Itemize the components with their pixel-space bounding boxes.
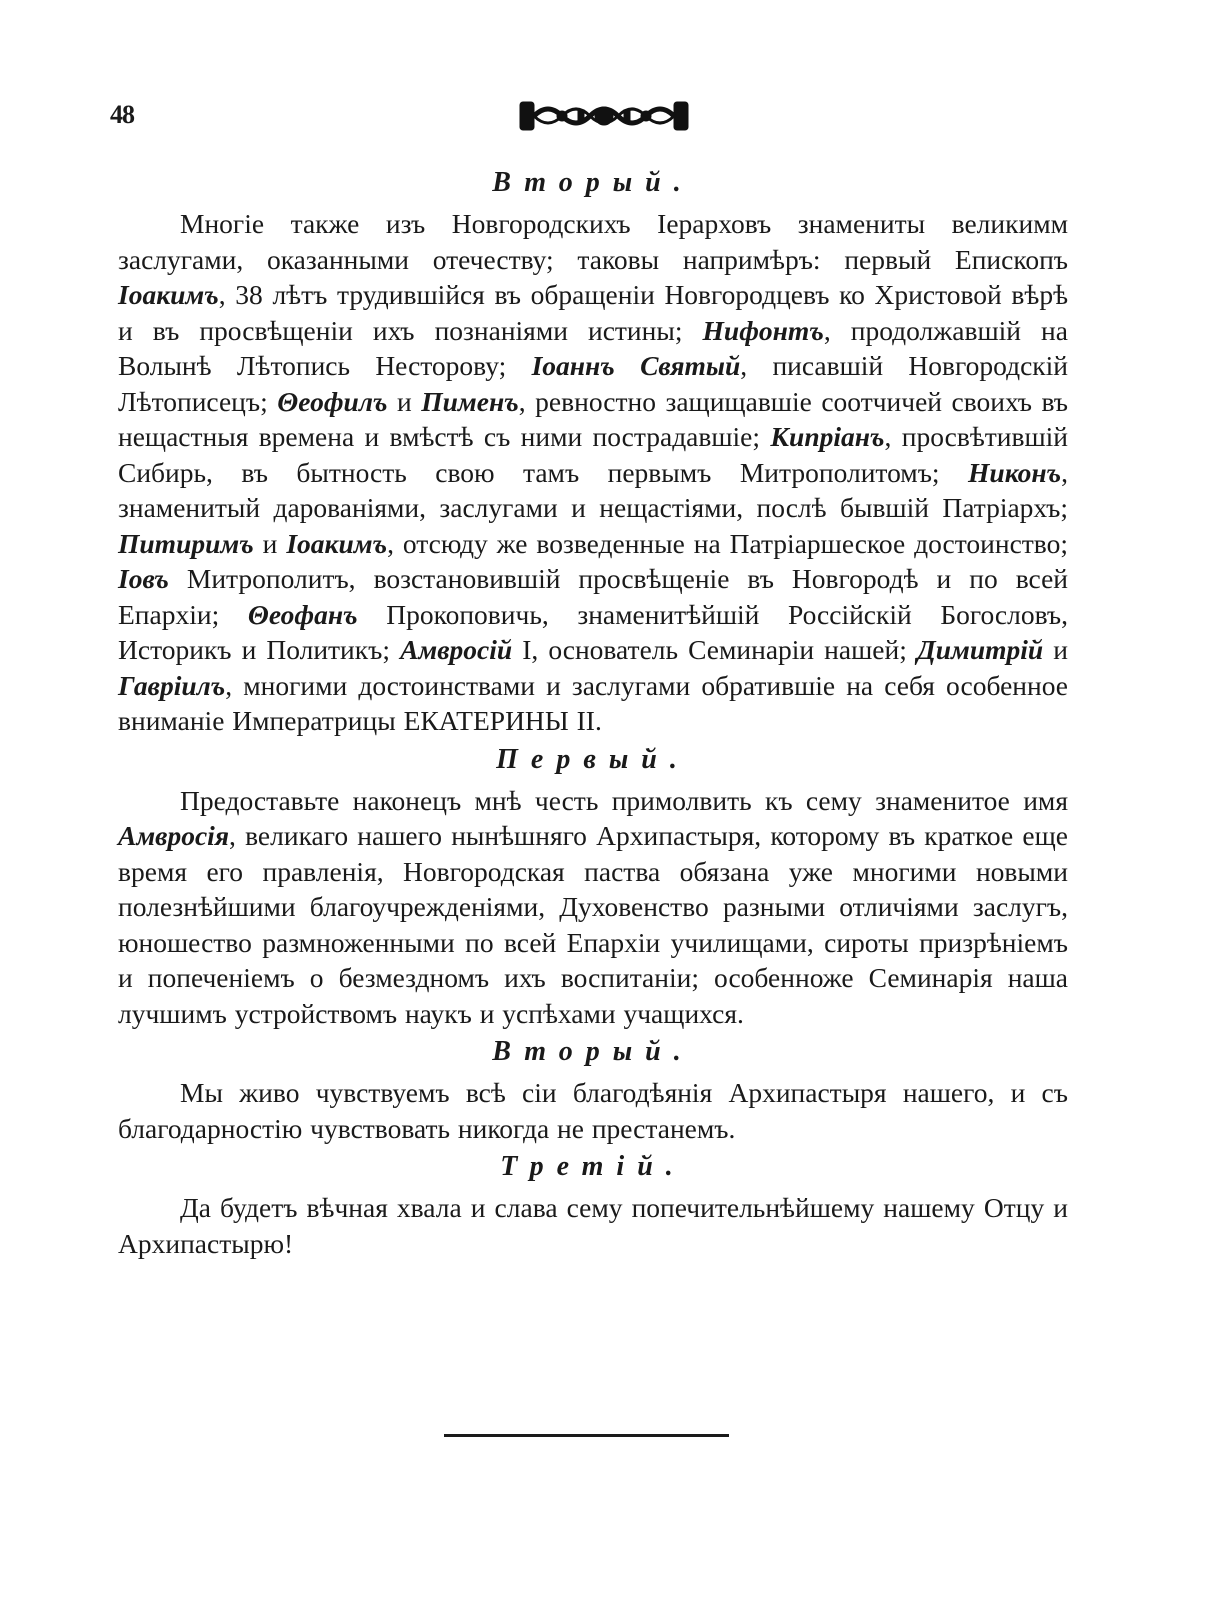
speech-paragraph: Да будетъ вѣчная хвала и слава сему попечительнѣйшему нашему Отцу и Архипастырю! [118,1192,1068,1259]
speaker-heading: Третiй. [500,1151,686,1182]
speech-paragraph: Предоставьте наконецъ мнѣ честь примолвить къ сему знаменитое имя Амвросiя, великаго нашего нынѣшняго Архипастыря, которому въ краткое еще время его правленiя, Новгородская паства обязана уже многими новыми полезнѣйшими благоучрежденiями, Духовенство разными отличiями заслугъ, юношество размноженными по всей Епархiи училищами, сироты призрѣнiемъ и попеченiемъ о безмездномъ ихъ воспитанiи; особенноже Семинарiя наша лучшимъ устройствомъ наукъ и успѣхами учащихся. [118,784,1068,1029]
dialogue-text [118,162,1068,1261]
speech-paragraph: Мы живо чувствуемъ всѣ сiи благодѣянiя Архипастыря нашего, и съ благодарностiю чувствовать никогда не престанемъ. [118,1077,1068,1144]
end-rule-divider [444,1434,729,1437]
speaker-heading: Первый. [496,743,690,775]
speaker-heading: Вторый. [492,167,694,198]
page-number: 48 [110,100,134,129]
decorative-headpiece-ornament-icon [518,96,690,136]
speech-paragraph: Многie также изъ Новгородскихъ Iерарховъ знамениты великимм заслугами, оказанными отечеству; таковы напримѣръ: первый Епископъ Iоакимъ, 38 лѣтъ трудившiйся въ обращенiи Новгородцевъ ко Христовой вѣрѣ и въ просвѣщенiи ихъ познанiями истины; Нифонтъ, продолжавшiй на Волынѣ Лѣтопись Несторову; Iоаннъ Святый, писавшiй Новгородскiй Лѣтописецъ; Θеофилъ и Пименъ, ревностно защищавшiе соотчичей своихъ въ нещастныя времена и вмѣстѣ съ ними пострадавшiе; Кипрiанъ, просвѣтившiй Сибирь, въ бытность свою тамъ первымъ Митрополитомъ; Никонъ, знаменитый дарованiями, заслугами и нещастiями, послѣ бывшiй Патрiархъ; Питиримъ и Iоакимъ, отсюду же возведенные на Патрiаршеское достоинство; Iовъ Митрополитъ, возстановившiй просвѣщенiе въ Новгородѣ и по всей Епархiи; Θеофанъ Прокоповичь, знаменитѣйшiй Россiйскiй Богословъ, Историкъ и Политикъ; Амвросiй I, основатель Семинарiи нашей; Димитрiй и Гаврiилъ, многими достоинствами и заслугами обратившiе на себя особенное вниманiе Императрицы ЕКАТЕРИНЫ II. [118,208,1068,736]
speaker-heading: Вторый. [492,1036,694,1067]
